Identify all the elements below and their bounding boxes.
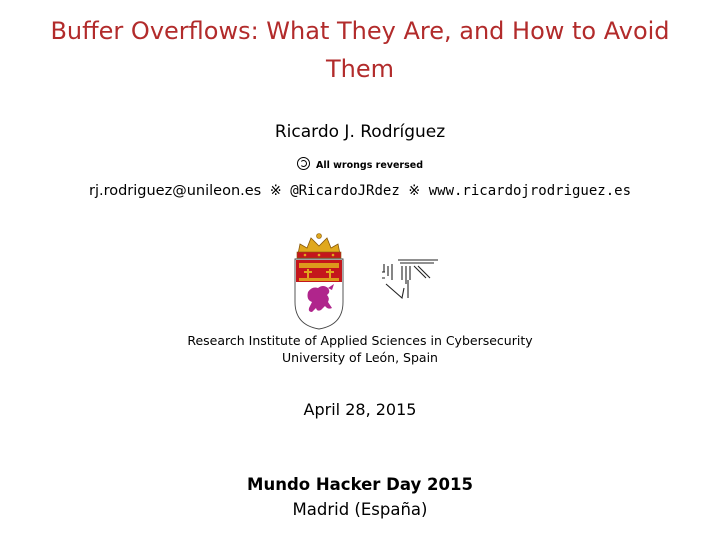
copyleft-note (0, 157, 720, 173)
email-address: rj.rodriguez@unileon.es (88, 183, 262, 199)
copyleft-text: All wrongs reversed (315, 160, 424, 171)
presentation-title (0, 12, 720, 88)
website-url: www.ricardojrodriguez.es (428, 183, 632, 199)
separator-icon: ※ (269, 183, 282, 199)
copyleft-icon (297, 157, 310, 170)
university-name: University of León, Spain (282, 350, 438, 365)
logos (290, 232, 450, 332)
contact-line (0, 181, 720, 201)
event-location: Madrid (España) (292, 500, 428, 519)
title-line-1: Buffer Overflows: What They Are, and How to Avoid (50, 17, 670, 45)
ria-institute-logo-icon (380, 252, 450, 332)
presentation-date: April 28, 2015 (303, 400, 417, 419)
twitter-handle: @RicardoJRdez (290, 183, 400, 199)
institute-name: Research Institute of Applied Sciences in Cybersecurity (187, 333, 533, 348)
title-line-2: Them (325, 55, 394, 83)
affiliation (0, 332, 720, 366)
author-name: Ricardo J. Rodríguez (274, 122, 446, 142)
crown-icon (297, 234, 341, 259)
separator-icon: ※ (408, 183, 421, 199)
event-name: Mundo Hacker Day 2015 (247, 475, 473, 494)
